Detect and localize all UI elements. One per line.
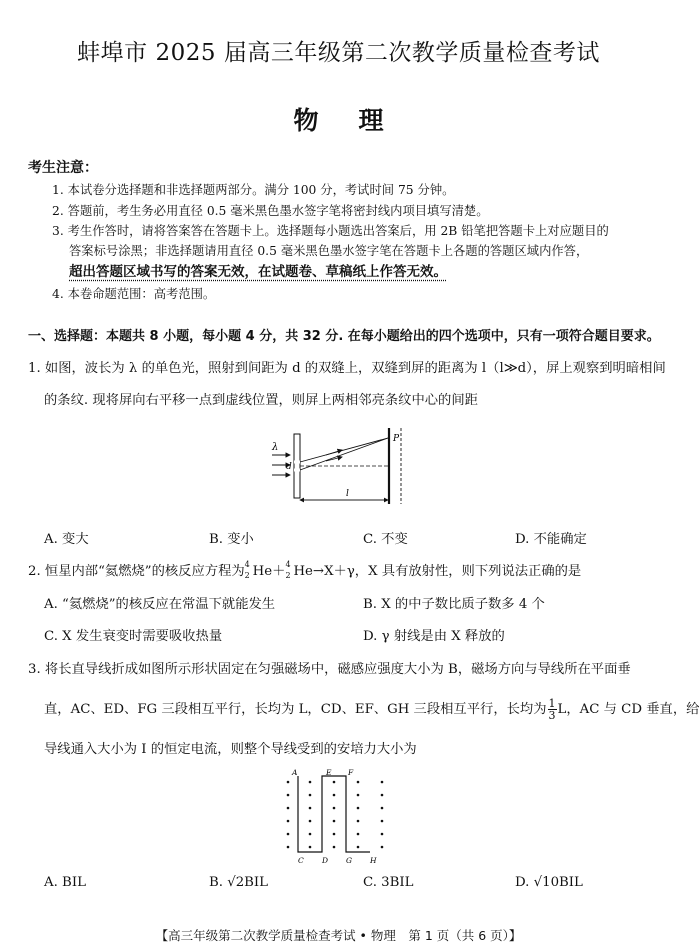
q1-option-c: C. 不变 <box>363 532 408 547</box>
field-dot <box>357 846 360 849</box>
field-dot <box>381 781 384 784</box>
q1-stem-line2: 的条纹. 现将屏向右平移一点到虚线位置，则屏上两相邻亮条纹中心的间距 <box>44 393 478 408</box>
field-dot <box>309 794 312 797</box>
field-dot <box>287 781 290 784</box>
notice-item: 3. 考生作答时，请将答案答在答题卡上。选择题每小题选出答案后，用 2B 铅笔把答题卡上对应题目的 <box>52 224 609 238</box>
field-dot <box>309 807 312 810</box>
q1-option-a: A. 变大 <box>44 532 89 547</box>
subject-title: 物理 <box>293 106 424 135</box>
field-dot <box>287 807 290 810</box>
svg-text:E: E <box>326 768 332 777</box>
q1-option-d: D. 不能确定 <box>515 532 587 547</box>
svg-text:A: A <box>292 768 298 777</box>
l-label: l <box>346 489 349 499</box>
field-dot <box>381 820 384 823</box>
field-dot <box>287 820 290 823</box>
q2-stem-pre: 2. 恒星内部“氦燃烧”的核反应方程为 <box>28 564 245 579</box>
field-dot <box>381 846 384 849</box>
section-heading: 一、选择题：本题共 8 小题，每小题 4 分，共 32 分. 在每小题给出的四个选项中，只有一项符合题目要求。 <box>28 329 660 344</box>
q3-option-c: C. 3BIL <box>363 875 414 890</box>
notice-warning: 超出答题区域书写的答案无效，在试题卷、草稿纸上作答无效。 <box>69 264 447 280</box>
field-dot <box>357 807 360 810</box>
q1-option-b: B. 变小 <box>209 532 254 547</box>
field-dot <box>357 820 360 823</box>
notice-item: 答案标号涂黑；非选择题请用直径 0.5 毫米黑色墨水签字笔在答题卡上各题的答题区域内作答， <box>69 244 589 258</box>
notice-heading: 考生注意： <box>28 160 98 176</box>
field-dot <box>333 794 336 797</box>
field-dot <box>381 833 384 836</box>
field-dot <box>381 807 384 810</box>
q3-stem-line3: 导线通入大小为 I 的恒定电流，则整个导线受到的安培力大小为 <box>44 742 417 757</box>
notice-item: 2. 答题前，考生务必用直径 0.5 毫米黑色墨水签字笔将密封线内项目填写清楚。 <box>52 204 489 218</box>
field-dot <box>309 833 312 836</box>
field-dot <box>333 833 336 836</box>
field-dot <box>333 820 336 823</box>
q3-option-b: B. √2BIL <box>209 875 269 890</box>
q3-stem-line2: 直，AC、ED、FG 三段相互平行，长均为 L，CD、EF、GH 三段相互平行，长均为 $\frac{1}{3}$ L，AC 与 CD 垂直，给 <box>44 697 699 722</box>
field-dot <box>333 846 336 849</box>
svg-text:F: F <box>348 768 354 777</box>
svg-text:C: C <box>298 856 304 865</box>
field-dot <box>333 807 336 810</box>
double-slit-figure <box>266 420 416 520</box>
q2-option-c: C. X 发生衰变时需要吸收热量 <box>44 629 223 644</box>
field-dot <box>357 794 360 797</box>
field-dot <box>309 846 312 849</box>
field-dot <box>287 846 290 849</box>
q3-option-d: D. √10BIL <box>515 875 583 890</box>
q2-option-b: B. X 的中子数比质子数多 4 个 <box>363 597 545 612</box>
d-label: d <box>286 462 292 472</box>
p-label: P <box>393 434 400 444</box>
q3-option-a: A. BIL <box>44 875 86 890</box>
q2-stem: 2. 恒星内部“氦燃烧”的核反应方程为 4 2 He＋ 4 2 He→X＋γ，X 具有放射性，则下列说法正确的是 <box>28 560 582 580</box>
notice-item: 4. 本卷命题范围：高考范围。 <box>52 287 216 301</box>
lambda-label: λ <box>272 442 279 453</box>
notice-item: 1. 本试卷分选择题和非选择题两部分。满分 100 分，考试时间 75 分钟。 <box>52 183 455 197</box>
svg-text:H: H <box>370 856 377 865</box>
q3-stem-line1: 3. 将长直导线折成如图所示形状固定在匀强磁场中，磁感应强度大小为 B，磁场方向与导线所在平面垂 <box>28 662 631 677</box>
field-dot <box>357 833 360 836</box>
q2-option-a: A. “氦燃烧”的核反应在常温下就能发生 <box>44 597 276 612</box>
exam-title: 蚌埠市 2025 届高三年级第二次教学质量检查考试 <box>77 40 600 66</box>
field-dot <box>381 794 384 797</box>
field-dot <box>287 833 290 836</box>
field-dot <box>357 781 360 784</box>
field-dot <box>287 794 290 797</box>
field-dot <box>309 820 312 823</box>
q2-stem-post: ，X 具有放射性，则下列说法正确的是 <box>354 564 582 579</box>
field-dot <box>309 781 312 784</box>
q2-option-d: D. γ 射线是由 X 释放的 <box>363 629 505 644</box>
page-footer: 【高三年级第二次教学质量检查考试 • 物理 第 1 页（共 6 页）】 <box>155 928 522 943</box>
field-dot <box>333 781 336 784</box>
svg-text:D: D <box>322 856 329 865</box>
svg-text:G: G <box>346 856 352 865</box>
bent-wire-figure <box>284 766 394 866</box>
q1-stem-line1: 1. 如图，波长为 λ 的单色光，照射到间距为 d 的双缝上，双缝到屏的距离为 l（l≫d），屏上观察到明暗相间 <box>28 361 666 376</box>
